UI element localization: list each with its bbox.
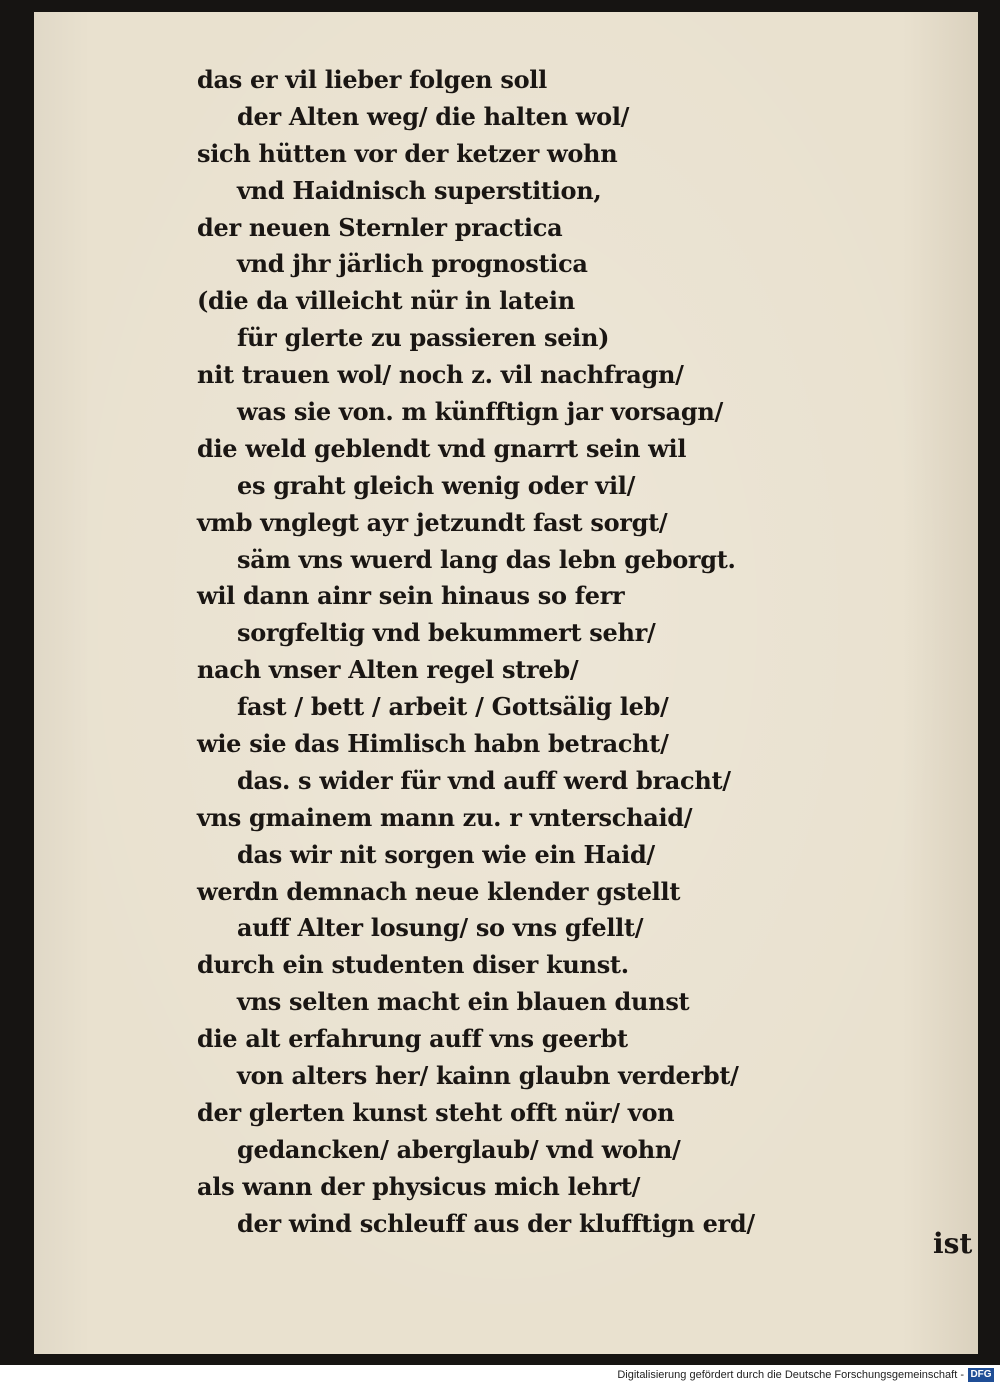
text-line: von alters her/ kainn glaubn verderbt/ [237,1061,739,1091]
text-line: wil dann ainr sein hinaus so ferr [197,581,625,611]
text-line: was sie von. m künfftign jar vorsagn/ [237,397,723,427]
text-line: gedancken/ aberglaub/ vnd wohn/ [237,1134,681,1164]
poem-text [197,62,837,1243]
text-line: fast / bett / arbeit / Gottsälig leb/ [237,692,669,722]
funding-credit: Digitalisierung gefördert durch die Deutsche Forschungsgemeinschaft - [617,1369,964,1381]
footer-bar [0,1366,1000,1386]
text-line: auff Alter losung/ so vns gfellt/ [237,913,644,943]
text-line: das wir nit sorgen wie ein Haid/ [237,839,655,869]
text-line: der Alten weg/ die halten wol/ [237,101,630,131]
text-line: die alt erfahrung auff vns geerbt [197,1024,628,1054]
text-line: nit trauen wol/ noch z. vil nachfragn/ [197,360,684,390]
book-page [34,12,978,1354]
text-line: werdn demnach neue klender gstellt [197,876,681,906]
catchword: ist [933,1227,973,1260]
text-line: wie sie das Himlisch habn betracht/ [197,729,669,759]
text-line: der glerten kunst steht offt nür/ von [197,1097,675,1127]
text-line: das. s wider für vnd auff werd bracht/ [237,765,731,795]
text-line: als wann der physicus mich lehrt/ [197,1171,641,1201]
text-line: säm vns wuerd lang das lebn geborgt. [237,544,736,574]
dfg-logo: DFG [968,1368,994,1382]
text-line: durch ein studenten diser kunst. [197,950,629,980]
text-line: der wind schleuff aus der klufftign erd/ [237,1208,755,1238]
text-line: das er vil lieber folgen soll [197,65,547,94]
text-line: für glerte zu passieren sein) [237,323,610,353]
text-line: die weld geblendt vnd gnarrt sein wil [197,433,687,463]
text-line: vns gmainem mann zu. r vnterschaid/ [197,802,693,832]
text-line: der neuen Sternler practica [197,212,563,242]
text-line: nach vnser Alten regel streb/ [197,655,579,685]
text-line: sorgfeltig vnd bekummert sehr/ [237,618,656,648]
text-line: vmb vnglegt ayr jetzundt fast sorgt/ [197,507,668,537]
text-line: vns selten macht ein blauen dunst [237,987,690,1017]
text-line: sich hütten vor der ketzer wohn [197,138,618,168]
text-line: es graht gleich wenig oder vil/ [237,470,636,500]
text-line: vnd Haidnisch superstition, [237,175,602,205]
text-line: (die da villeicht nür in latein [197,286,575,316]
text-line: vnd jhr järlich prognostica [237,249,588,279]
